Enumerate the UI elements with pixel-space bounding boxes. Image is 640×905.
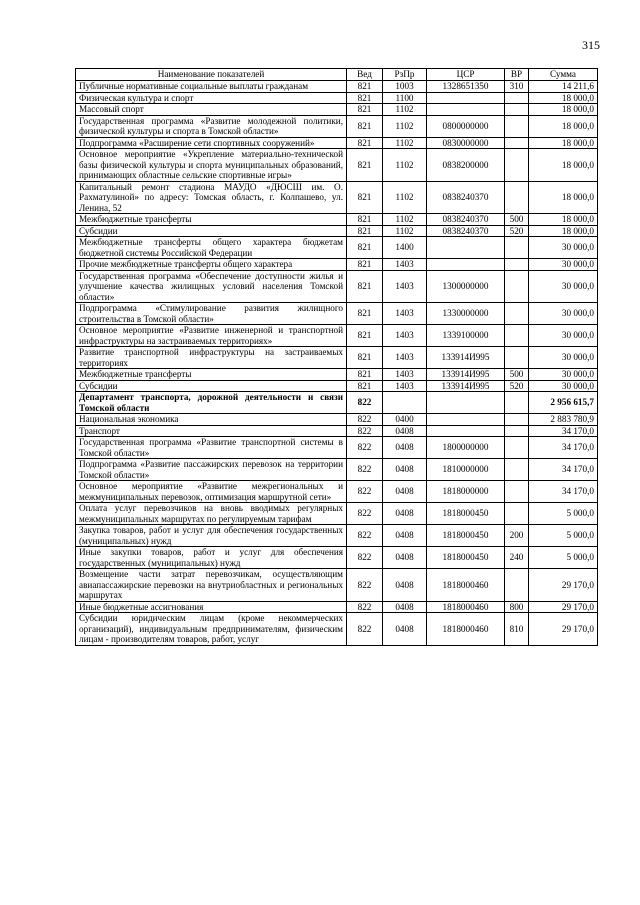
cell-rzpr: 0408 [383,437,427,459]
cell-ved: 822 [347,481,383,503]
cell-ved: 822 [347,414,383,426]
cell-vr [505,503,529,525]
cell-ved: 821 [347,225,383,237]
cell-sum: 2 883 780,9 [529,414,598,426]
cell-vr [505,137,529,149]
cell-vr: 500 [505,369,529,381]
cell-rzpr: 1102 [383,137,427,149]
cell-sum: 5 000,0 [529,525,598,547]
cell-sum: 34 170,0 [529,481,598,503]
cell-vr [505,459,529,481]
cell-ved: 822 [347,503,383,525]
cell-vr [505,303,529,325]
cell-csr: 1818000460 [427,569,505,602]
cell-name: Национальная экономика [76,414,347,426]
cell-rzpr: 0408 [383,547,427,569]
cell-csr: 1818000460 [427,613,505,646]
cell-ved: 822 [347,425,383,437]
cell-rzpr: 1100 [383,92,427,104]
cell-rzpr: 0408 [383,459,427,481]
table-row [76,414,598,426]
cell-vr [505,149,529,182]
cell-vr: 520 [505,225,529,237]
cell-name: Субсидии [76,380,347,392]
cell-name: Публичные нормативные социальные выплаты гражданам [76,81,347,93]
cell-csr: 0830000000 [427,137,505,149]
cell-csr [427,414,505,426]
cell-vr: 500 [505,214,529,226]
cell-name: Субсидии [76,225,347,237]
cell-vr [505,481,529,503]
cell-csr: 1818000000 [427,481,505,503]
table-row [76,149,598,182]
cell-csr [427,104,505,116]
table-row [76,503,598,525]
cell-rzpr: 0400 [383,414,427,426]
cell-vr [505,92,529,104]
cell-name: Физическая культура и спорт [76,92,347,104]
cell-sum: 18 000,0 [529,149,598,182]
cell-vr [505,414,529,426]
cell-name: Государственная программа «Развитие транспортной системы в Томской области» [76,437,347,459]
cell-name: Иные закупки товаров, работ и услуг для обеспечения государственных (муниципальных) нужд [76,547,347,569]
cell-name: Государственная программа «Развитие молодежной политики, физической культуры и спорта в Томской области» [76,115,347,137]
cell-csr [427,92,505,104]
cell-csr: 1818000450 [427,547,505,569]
cell-ved: 821 [347,303,383,325]
cell-ved: 822 [347,613,383,646]
cell-ved: 822 [347,392,383,414]
cell-rzpr: 1102 [383,104,427,116]
cell-sum: 18 000,0 [529,214,598,226]
table-row [76,181,598,214]
cell-csr: 1810000000 [427,459,505,481]
cell-csr: 0800000000 [427,115,505,137]
cell-rzpr: 1403 [383,325,427,347]
cell-vr: 240 [505,547,529,569]
cell-ved: 821 [347,237,383,259]
cell-name: Субсидии юридическим лицам (кроме некоммерческих организаций), индивидуальным предпринимателям, физическим лицам - производителям товаров, работ, услуг [76,613,347,646]
cell-ved: 821 [347,137,383,149]
column-header-vr: ВР [505,69,529,81]
cell-vr: 800 [505,601,529,613]
cell-rzpr: 1102 [383,115,427,137]
table-row [76,425,598,437]
column-header-rzpr: РзПр [383,69,427,81]
cell-name: Основное мероприятие «Развитие межрегиональных и межмуниципальных перевозок, оптимизация маршрутной сети» [76,481,347,503]
cell-vr [505,392,529,414]
cell-sum: 30 000,0 [529,347,598,369]
table-row [76,325,598,347]
cell-rzpr: 1102 [383,149,427,182]
cell-rzpr: 0408 [383,613,427,646]
cell-sum: 18 000,0 [529,115,598,137]
column-header-csr: ЦСР [427,69,505,81]
cell-name: Возмещение части затрат перевозчикам, осуществляющим авиапассажирские перевозки на внутриобластных и региональных маршрутах [76,569,347,602]
cell-sum: 30 000,0 [529,237,598,259]
cell-rzpr: 1403 [383,259,427,271]
cell-rzpr: 1400 [383,237,427,259]
budget-table [75,68,598,646]
cell-rzpr: 0408 [383,601,427,613]
cell-ved: 822 [347,601,383,613]
cell-ved: 821 [347,380,383,392]
cell-name: Подпрограмма «Стимулирование развития жилищного строительства в Томской области» [76,303,347,325]
cell-csr: 0838240370 [427,214,505,226]
cell-csr: 0838240370 [427,225,505,237]
cell-csr: 1818000450 [427,525,505,547]
cell-name: Транспорт [76,425,347,437]
cell-ved: 821 [347,259,383,271]
cell-vr [505,104,529,116]
table-row [76,92,598,104]
cell-ved: 822 [347,569,383,602]
cell-csr [427,237,505,259]
cell-csr: 0838240370 [427,181,505,214]
cell-name: Межбюджетные трансферты [76,369,347,381]
table-header-row [76,69,598,81]
table-row [76,601,598,613]
table-row [76,115,598,137]
cell-sum: 29 170,0 [529,613,598,646]
cell-name: Подпрограмма «Расширение сети спортивных сооружений» [76,137,347,149]
cell-name: Массовый спорт [76,104,347,116]
cell-csr [427,259,505,271]
cell-sum: 30 000,0 [529,303,598,325]
table-row [76,547,598,569]
cell-csr: 1339100000 [427,325,505,347]
cell-ved: 821 [347,115,383,137]
cell-vr [505,347,529,369]
cell-vr [505,237,529,259]
cell-name: Межбюджетные трансферты общего характера бюджетам бюджетной системы Российской Федерации [76,237,347,259]
cell-vr: 310 [505,81,529,93]
table-row [76,569,598,602]
table-row [76,270,598,303]
cell-sum: 5 000,0 [529,503,598,525]
cell-rzpr: 1102 [383,225,427,237]
cell-sum: 18 000,0 [529,225,598,237]
cell-ved: 821 [347,270,383,303]
cell-rzpr: 1403 [383,270,427,303]
cell-csr [427,392,505,414]
cell-sum: 34 170,0 [529,437,598,459]
cell-name: Закупка товаров, работ и услуг для обеспечения государственных (муниципальных) нужд [76,525,347,547]
cell-sum: 30 000,0 [529,380,598,392]
cell-ved: 821 [347,181,383,214]
cell-sum: 34 170,0 [529,425,598,437]
cell-ved: 821 [347,81,383,93]
cell-name: Иные бюджетные ассигнования [76,601,347,613]
cell-csr [427,425,505,437]
cell-sum: 18 000,0 [529,137,598,149]
cell-sum: 2 956 615,7 [529,392,598,414]
table-row [76,237,598,259]
table-row [76,104,598,116]
cell-rzpr: 1102 [383,214,427,226]
cell-rzpr: 0408 [383,569,427,602]
cell-ved: 821 [347,104,383,116]
table-row [76,613,598,646]
table-row [76,459,598,481]
cell-sum: 29 170,0 [529,601,598,613]
cell-rzpr [383,392,427,414]
cell-sum: 5 000,0 [529,547,598,569]
cell-csr: 1800000000 [427,437,505,459]
cell-name: Департамент транспорта, дорожной деятельности и связи Томской области [76,392,347,414]
column-header-sum: Сумма [529,69,598,81]
table-row [76,525,598,547]
cell-ved: 822 [347,437,383,459]
cell-sum: 14 211,6 [529,81,598,93]
cell-sum: 30 000,0 [529,259,598,271]
cell-vr [505,425,529,437]
table-row [76,214,598,226]
cell-csr: 1818000450 [427,503,505,525]
table-row [76,481,598,503]
cell-csr: 1330000000 [427,303,505,325]
column-header-ved: Вед [347,69,383,81]
cell-ved: 821 [347,92,383,104]
cell-rzpr: 0408 [383,503,427,525]
cell-csr: 1300000000 [427,270,505,303]
cell-ved: 822 [347,525,383,547]
page-number: 315 [582,38,600,52]
cell-sum: 30 000,0 [529,369,598,381]
cell-name: Государственная программа «Обеспечение доступности жилья и улучшение качества жилищных условий населения Томской области» [76,270,347,303]
column-header-name: Наименование показателей [76,69,347,81]
cell-vr: 810 [505,613,529,646]
cell-ved: 821 [347,325,383,347]
cell-ved: 822 [347,459,383,481]
table-row [76,369,598,381]
cell-name: Основное мероприятие «Развитие инженерной и транспортной инфраструктуры на застраиваемых территориях» [76,325,347,347]
cell-sum: 18 000,0 [529,181,598,214]
cell-rzpr: 1403 [383,380,427,392]
cell-name: Капитальный ремонт стадиона МАУДО «ДЮСШ им. О. Рахматулиной» по адресу: Томская область, г. Колпашево, ул. Ленина, 52 [76,181,347,214]
cell-csr: 1328651350 [427,81,505,93]
cell-csr: 1818000460 [427,601,505,613]
cell-ved: 821 [347,149,383,182]
cell-csr: 133914И995 [427,347,505,369]
cell-rzpr: 1403 [383,303,427,325]
cell-vr [505,325,529,347]
cell-name: Развитие транспортной инфраструктуры на застраиваемых территориях [76,347,347,369]
cell-sum: 30 000,0 [529,270,598,303]
cell-sum: 18 000,0 [529,104,598,116]
table-body [76,81,598,646]
cell-vr: 520 [505,380,529,392]
cell-name: Оплата услуг перевозчиков на вновь вводимых регулярных межмуниципальных маршрутах по регулируемым тарифам [76,503,347,525]
cell-vr [505,181,529,214]
cell-vr [505,259,529,271]
table-row [76,225,598,237]
cell-vr [505,115,529,137]
cell-ved: 821 [347,347,383,369]
cell-vr: 200 [505,525,529,547]
table-row [76,347,598,369]
cell-ved: 821 [347,369,383,381]
cell-name: Подпрограмма «Развитие пассажирских перевозок на территории Томской области» [76,459,347,481]
table-row [76,259,598,271]
cell-ved: 822 [347,547,383,569]
cell-sum: 34 170,0 [529,459,598,481]
table-row [76,380,598,392]
cell-ved: 821 [347,214,383,226]
table-row [76,392,598,414]
cell-name: Основное мероприятие «Укрепление материально-технической базы физической культуры и спорта муниципальных образований, принимающих областные сельские спортивные игры» [76,149,347,182]
cell-vr [505,569,529,602]
cell-csr: 133914И995 [427,380,505,392]
cell-rzpr: 1403 [383,347,427,369]
cell-rzpr: 1102 [383,181,427,214]
cell-sum: 29 170,0 [529,569,598,602]
cell-rzpr: 0408 [383,481,427,503]
table-row [76,137,598,149]
cell-csr: 133914И995 [427,369,505,381]
cell-name: Межбюджетные трансферты [76,214,347,226]
cell-csr: 0838200000 [427,149,505,182]
cell-sum: 30 000,0 [529,325,598,347]
cell-rzpr: 1003 [383,81,427,93]
cell-rzpr: 1403 [383,369,427,381]
cell-sum: 18 000,0 [529,92,598,104]
cell-rzpr: 0408 [383,525,427,547]
table-row [76,303,598,325]
cell-vr [505,270,529,303]
table-row [76,81,598,93]
cell-vr [505,437,529,459]
cell-name: Прочие межбюджетные трансферты общего характера [76,259,347,271]
cell-rzpr: 0408 [383,425,427,437]
table-row [76,437,598,459]
